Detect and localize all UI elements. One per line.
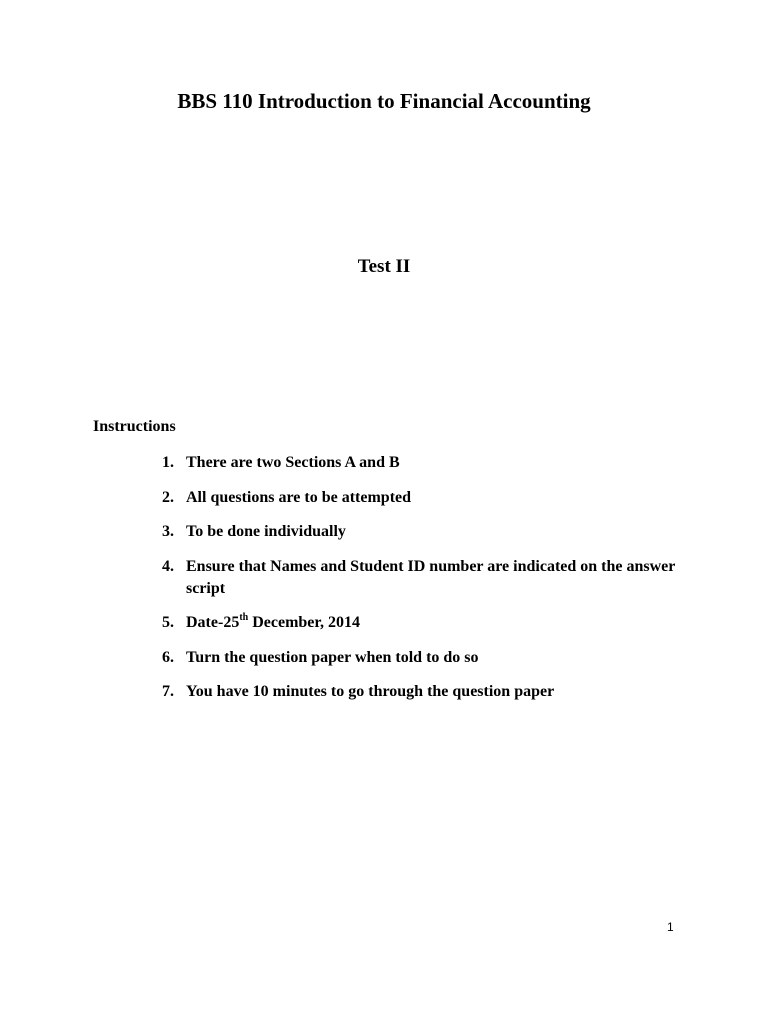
instruction-text: You have 10 minutes to go through the question paper — [186, 683, 555, 700]
instruction-number: 6. — [162, 648, 174, 666]
instruction-item — [162, 556, 682, 600]
instruction-number: 1. — [162, 454, 174, 471]
instruction-number: 7. — [162, 683, 174, 700]
instruction-item — [162, 521, 682, 543]
test-title: Test II — [357, 256, 411, 277]
instruction-text: To be done individually — [186, 523, 346, 540]
instruction-item — [162, 487, 682, 509]
instruction-text — [186, 612, 682, 634]
document-title: BBS 110 Introduction to Financial Accounting — [177, 89, 591, 113]
instruction-item — [162, 647, 682, 669]
instruction-text: There are two Sections A and B — [186, 454, 400, 471]
instruction-text: Turn the question paper when told to do so — [186, 648, 479, 666]
instruction-text: Ensure that Names and Student ID number are indicated on the answer script — [186, 557, 676, 597]
instruction-number: 4. — [162, 557, 174, 575]
instruction-text: All questions are to be attempted — [186, 488, 412, 506]
instruction-number: 5. — [162, 614, 174, 631]
page-number: 1 — [667, 920, 674, 934]
instruction-item — [162, 452, 682, 474]
instruction-item — [162, 612, 682, 634]
instruction-number: 3. — [162, 523, 174, 540]
instruction-date-suffix: December, 2014 — [248, 614, 361, 631]
instructions-list — [162, 452, 682, 716]
instruction-item — [162, 681, 682, 703]
instruction-number: 2. — [162, 488, 174, 506]
ordinal-suffix: th — [239, 612, 249, 623]
instruction-date-prefix: Date-25 — [186, 614, 240, 631]
instructions-heading: Instructions — [93, 418, 176, 435]
